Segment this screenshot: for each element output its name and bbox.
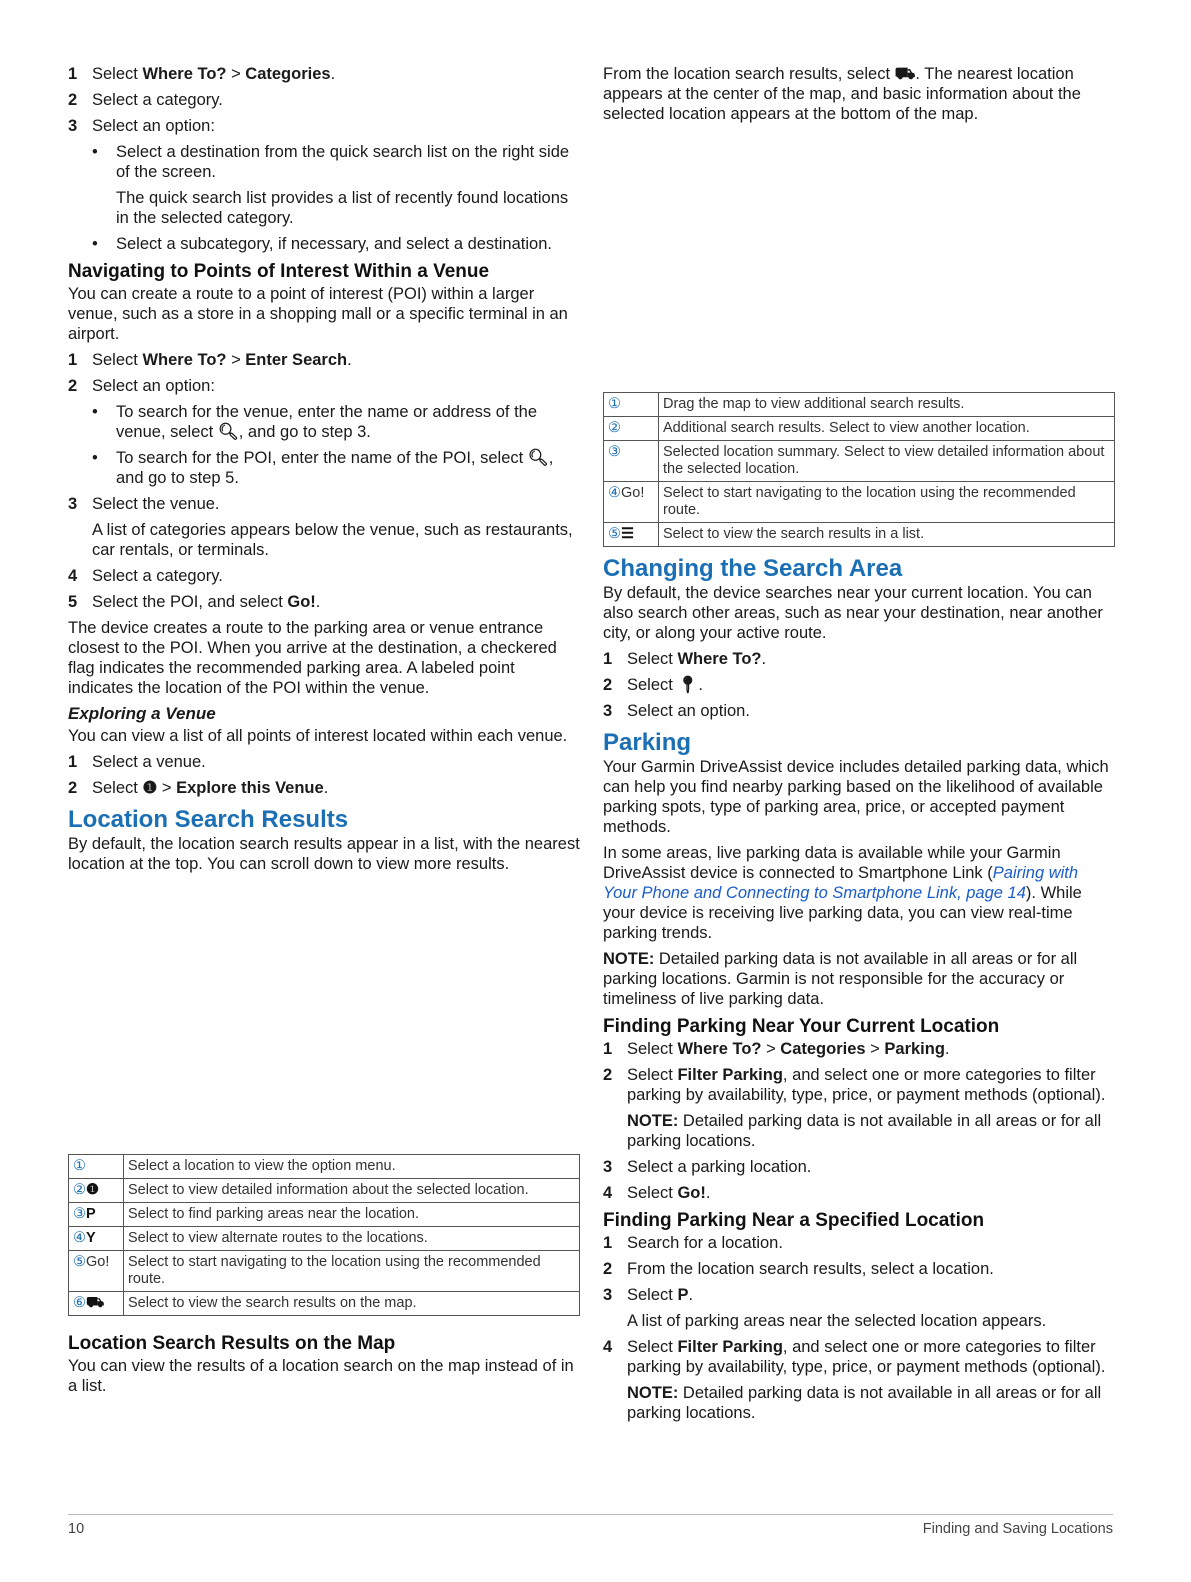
table-row [604, 523, 1115, 547]
info-icon: ❶ [142, 779, 158, 797]
step-text: , and select one or more categories to filter parking by availability, type, price, or payment methods (optional). [627, 1338, 1106, 1376]
step-text: Select [92, 351, 143, 369]
callout-text: Drag the map to view additional search results. [659, 393, 1115, 417]
step [68, 592, 580, 612]
step-text: . [688, 1286, 694, 1304]
paragraph: From the location search results, select [603, 65, 895, 83]
callout-key: ③ [604, 441, 659, 482]
parking-icon: P [677, 1286, 689, 1304]
info-icon: ❶ [86, 1182, 99, 1198]
step-text: Select [627, 1184, 678, 1202]
step-number: 3 [68, 495, 78, 513]
step [603, 1157, 1115, 1177]
callout-key: ③P [69, 1203, 124, 1227]
step-text: . [315, 593, 321, 611]
bullet-item [92, 142, 580, 182]
bullet-text: To search for the POI, enter the name of the POI, select [116, 449, 528, 467]
callout-text: Select to view alternate routes to the locations. [124, 1227, 580, 1251]
callout-key: ② [604, 417, 659, 441]
separator: > [761, 1040, 781, 1058]
step [603, 1183, 1115, 1203]
step-text: . [944, 1040, 950, 1058]
subsection-heading: Exploring a Venue [68, 704, 216, 723]
step-number: 2 [603, 1066, 613, 1084]
step-number: 2 [68, 779, 78, 797]
step [603, 1065, 1115, 1105]
step-text: , and select one or more categories to filter parking by availability, type, price, or payment methods (optional). [627, 1066, 1106, 1104]
step [603, 675, 1115, 695]
step-number: 1 [603, 650, 613, 668]
step [68, 376, 580, 396]
search-icon: 🔍︎ [217, 423, 239, 441]
step-text: Select an option. [627, 702, 750, 720]
ui-label: Filter Parking [677, 1338, 783, 1356]
section-heading: Location Search Results on the Map [68, 1333, 396, 1354]
paragraph: By default, the device searches near your current location. You can also search other areas, such as near your destination, near another city, or along your active route. [603, 584, 1103, 642]
step-text: Select an option: [92, 377, 215, 395]
step-text: Select an option: [92, 117, 215, 135]
note-label: NOTE: [603, 950, 655, 968]
paragraph: . The nearest location appears at the center of the map, and basic information about the selected location appears at the bottom of the map. [603, 65, 1081, 123]
page-number: 10 [68, 1521, 85, 1537]
step-text: Select a venue. [92, 753, 206, 771]
paragraph: The device creates a route to the parking area or venue entrance closest to the POI. When you arrive at the destination, a checkered flag indicates the recommended parking area. A labeled point indicates the location of the POI within the venue. [68, 619, 557, 697]
callout-key: ②❶ [69, 1179, 124, 1203]
step-text: . [330, 65, 336, 83]
step-number: 3 [68, 117, 78, 135]
callout-key: ⑤Go! [69, 1251, 124, 1292]
step-text: From the location search results, select a location. [627, 1260, 994, 1278]
cross-reference-link[interactable]: Pairing with Your Phone and Connecting to Smartphone Link, page 14 [603, 864, 1079, 902]
step-number: 5 [68, 593, 78, 611]
ui-label: Where To? [677, 650, 762, 668]
step-number: 1 [68, 753, 78, 771]
step-number: 3 [603, 702, 613, 720]
search-icon: 🔍︎ [527, 449, 549, 467]
bullet-dot: • [92, 235, 98, 253]
bullet-text: To search for the venue, enter the name or address of the venue, select [116, 403, 537, 441]
list-icon: ☰ [621, 526, 634, 542]
step-text: . [761, 650, 767, 668]
step-text: Select [627, 1040, 678, 1058]
parking-icon: P [86, 1206, 96, 1222]
legend-table [68, 1154, 580, 1316]
callout-text: Select to start navigating to the location using the recommended route. [659, 482, 1115, 523]
callout-text: Select to view the search results on the map. [124, 1292, 580, 1316]
paragraph: In some areas, live parking data is available while your Garmin DriveAssist device is connected to Smartphone Link ( [603, 844, 1061, 882]
section-heading: Navigating to Points of Interest Within a Venue [68, 261, 490, 282]
callout-key: ① [604, 393, 659, 417]
step-text: Select a parking location. [627, 1158, 812, 1176]
legend-table [603, 392, 1115, 547]
callout-text: Select a location to view the option menu. [124, 1155, 580, 1179]
table-row [604, 441, 1115, 482]
bullet-text: Select a destination from the quick search list on the right side of the screen. [116, 143, 570, 181]
step-text: Select [627, 1338, 678, 1356]
step [603, 1259, 1115, 1279]
map-view-icon: ⛟ [86, 1295, 105, 1311]
note-label: NOTE: [627, 1112, 679, 1130]
step-text: Select [627, 1286, 678, 1304]
step-number: 1 [603, 1234, 613, 1252]
step [68, 350, 580, 370]
paragraph: Your Garmin DriveAssist device includes detailed parking data, which can help you find nearby parking based on the likelihood of available parking spots, type of parking area, price, or accepted payment methods. [603, 758, 1109, 836]
table-row [69, 1155, 580, 1179]
step [68, 494, 580, 514]
table-row [604, 417, 1115, 441]
ui-label: Go! [287, 593, 316, 611]
ui-label: Categories [780, 1040, 866, 1058]
step-note: A list of parking areas near the selected location appears. [627, 1312, 1047, 1330]
step-number: 2 [603, 676, 613, 694]
bullet-item [92, 234, 580, 254]
step-text: Select a category. [92, 91, 223, 109]
step-number: 1 [603, 1040, 613, 1058]
step [68, 90, 580, 110]
callout-key: ⑤☰ [604, 523, 659, 547]
bullet-dot: • [92, 143, 98, 161]
step [68, 116, 580, 136]
step-text: Select [92, 779, 143, 797]
bullet-note: The quick search list provides a list of recently found locations in the selected category. [116, 189, 569, 227]
callout-text: Selected location summary. Select to view detailed information about the selected location. [659, 441, 1115, 482]
step-number: 2 [603, 1260, 613, 1278]
callout-text: Select to view detailed information about the selected location. [124, 1179, 580, 1203]
location-pin-icon: 📍︎ [677, 676, 699, 694]
step-text: Select the venue. [92, 495, 220, 513]
step-number: 2 [68, 91, 78, 109]
step [603, 1233, 1115, 1253]
separator: > [226, 65, 246, 83]
ui-label: Where To? [142, 351, 227, 369]
chapter-heading: Changing the Search Area [603, 555, 903, 582]
callout-key: ⑥⛟ [69, 1292, 124, 1316]
routes-icon: Y [86, 1230, 96, 1246]
table-row [69, 1179, 580, 1203]
callout-text: Select to start navigating to the location using the recommended route. [124, 1251, 580, 1292]
table-row [69, 1251, 580, 1292]
chapter-heading: Parking [603, 729, 692, 756]
step [603, 1285, 1115, 1305]
chapter-heading: Location Search Results [68, 806, 349, 833]
step-number: 1 [68, 65, 78, 83]
step-number: 2 [68, 377, 78, 395]
ui-label: Where To? [142, 65, 227, 83]
paragraph: ). While your device is receiving live parking data, you can view real-time parking trends. [603, 884, 1082, 942]
callout-key: ④Y [69, 1227, 124, 1251]
step-text: . [347, 351, 352, 369]
table-row [604, 482, 1115, 523]
step-text: Select [627, 650, 678, 668]
callout-text: Select to view the search results in a list. [659, 523, 1115, 547]
step [603, 1039, 1115, 1059]
step-text: Select the POI, and select [92, 593, 288, 611]
bullet-text: Select a subcategory, if necessary, and select a destination. [116, 235, 552, 253]
step-text: Select [627, 1066, 678, 1084]
left-column [68, 64, 580, 1402]
step-text: Select [92, 65, 143, 83]
step [68, 752, 580, 772]
step-text: . [323, 779, 329, 797]
step-number: 3 [603, 1158, 613, 1176]
step [603, 701, 1115, 721]
ui-label: Enter Search [245, 351, 348, 369]
section-heading: Finding Parking Near Your Current Location [603, 1016, 1000, 1037]
bullet-text: , and go to step 5. [116, 449, 554, 487]
page-footer [68, 1514, 1113, 1537]
note-label: NOTE: [627, 1384, 679, 1402]
screenshot-placeholder [603, 130, 1115, 392]
separator: > [226, 351, 246, 369]
footer-section-title: Finding and Saving Locations [922, 1521, 1113, 1537]
map-view-icon: ⛟ [894, 65, 916, 83]
step-text: Select [627, 676, 678, 694]
bullet-text: , and go to step 3. [238, 423, 371, 441]
ui-label: Where To? [677, 1040, 762, 1058]
note-text: Detailed parking data is not available in all areas or for all parking locations. [627, 1112, 1102, 1150]
ui-label: Explore this Venue [176, 779, 324, 797]
step-text: . [698, 676, 703, 694]
table-row [604, 393, 1115, 417]
step-number: 4 [603, 1338, 613, 1356]
callout-text: Additional search results. Select to view another location. [659, 417, 1115, 441]
step-text: . [705, 1184, 711, 1202]
separator: > [157, 779, 177, 797]
ui-label: Filter Parking [677, 1066, 783, 1084]
step [603, 649, 1115, 669]
right-column [603, 64, 1115, 1429]
ui-label: Go! [677, 1184, 706, 1202]
step-number: 3 [603, 1286, 613, 1304]
section-heading: Finding Parking Near a Specified Location [603, 1210, 985, 1231]
bullet-dot: • [92, 403, 98, 421]
ui-label: Parking [884, 1040, 945, 1058]
screenshot-placeholder [68, 880, 580, 1154]
step [68, 64, 580, 84]
step [603, 1337, 1115, 1377]
callout-key: ④Go! [604, 482, 659, 523]
callout-key: ① [69, 1155, 124, 1179]
ui-label: Categories [245, 65, 331, 83]
bullet-item [92, 448, 580, 488]
bullet-item [92, 402, 580, 442]
step-number: 1 [68, 351, 78, 369]
step-number: 4 [68, 567, 78, 585]
paragraph: By default, the location search results appear in a list, with the nearest location at the top. You can scroll down to view more results. [68, 835, 580, 873]
separator: > [865, 1040, 885, 1058]
step-text: Select a category. [92, 567, 223, 585]
bullet-dot: • [92, 449, 98, 467]
paragraph: You can view a list of all points of interest located within each venue. [68, 727, 568, 745]
step-note: A list of categories appears below the venue, such as restaurants, car rentals, or terminals. [92, 521, 573, 559]
step [68, 778, 580, 798]
step-text: Search for a location. [627, 1234, 783, 1252]
paragraph: You can view the results of a location search on the map instead of in a list. [68, 1357, 574, 1395]
step-number: 4 [603, 1184, 613, 1202]
table-row [69, 1203, 580, 1227]
note-text: Detailed parking data is not available in all areas or for all parking locations. Garmin is not responsible for the accuracy or timeliness of live parking data. [603, 950, 1078, 1008]
table-row [69, 1227, 580, 1251]
paragraph: You can create a route to a point of interest (POI) within a larger venue, such as a store in a shopping mall or a specific terminal in an airport. [68, 285, 568, 343]
note-text: Detailed parking data is not available in all areas or for all parking locations. [627, 1384, 1102, 1422]
step [68, 566, 580, 586]
table-row [69, 1292, 580, 1316]
callout-text: Select to find parking areas near the location. [124, 1203, 580, 1227]
